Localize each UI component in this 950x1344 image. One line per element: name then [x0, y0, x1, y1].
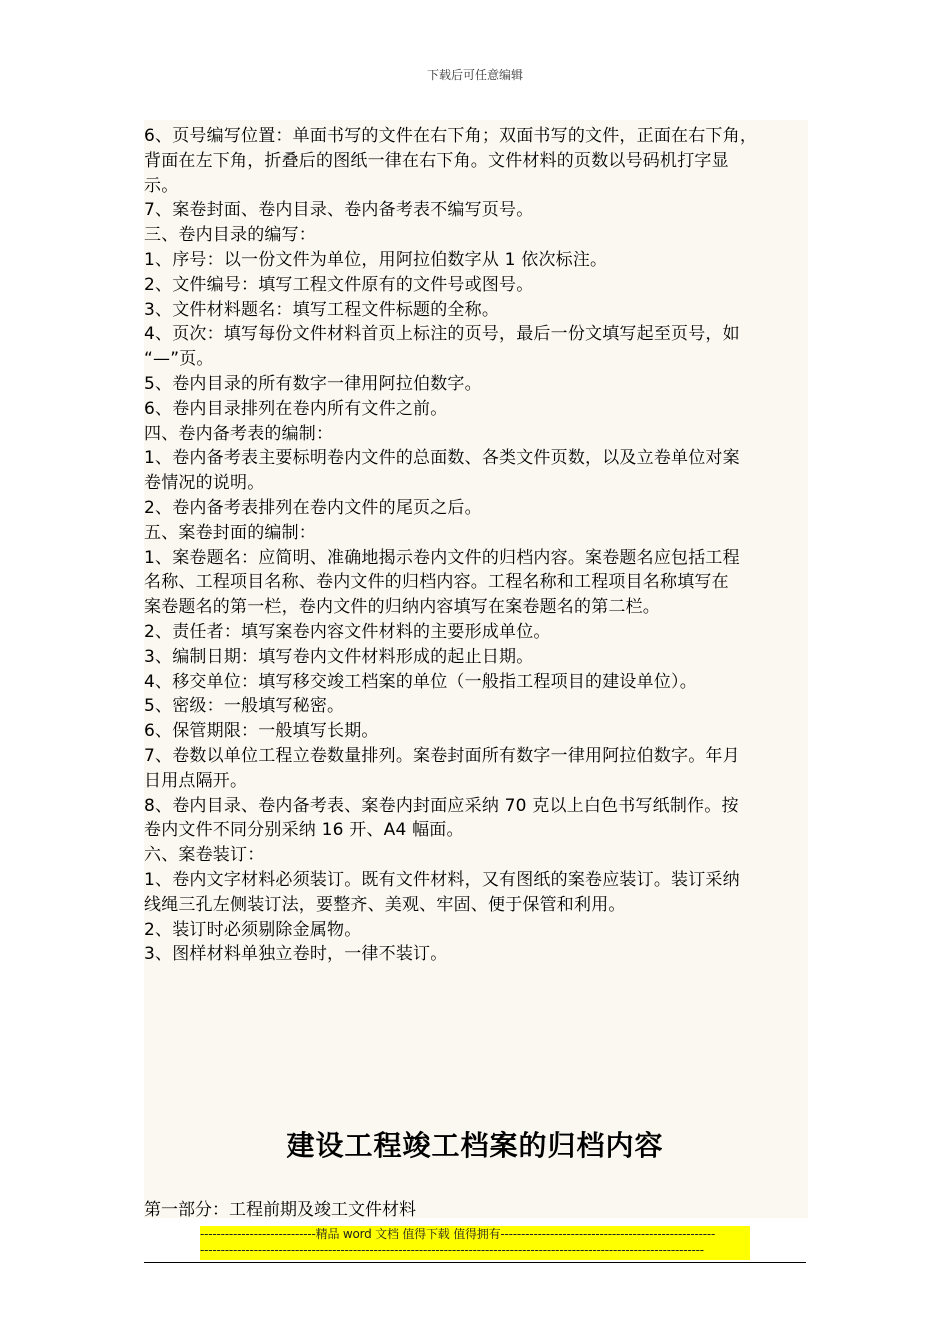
text-line: 五、案卷封面的编制：: [144, 522, 316, 543]
page-header: 下载后可任意编辑: [426, 68, 523, 82]
text-line: 4、页次：填写每份文件材料首页上标注的页号，最后一份文填写起至页号，如: [144, 324, 740, 345]
text-line: 7、卷数以单位工程立卷数量排列。案卷封面所有数字一律用阿拉伯数字。年月: [144, 745, 740, 766]
text-line: 3、图样材料单独立卷时，一律不装订。: [144, 944, 448, 965]
text-line: 2、文件编号：填写工程文件原有的文件号或图号。: [144, 274, 534, 295]
footer-banner: [200, 1226, 750, 1260]
text-line: 线绳三孔左侧装订法，要整齐、美观、牢固、便于保管和利用。: [144, 894, 626, 915]
text-line: 六、案卷装订：: [144, 845, 265, 866]
section-title: 建设工程竣工档案的归档内容: [286, 1129, 664, 1162]
text-line: 5、密级：一般填写秘密。: [144, 696, 345, 717]
text-line: 6、页号编写位置：单面书写的文件在右下角；双面书写的文件，正面在右下角，: [144, 126, 758, 146]
text-line: 1、案卷题名：应简明、准确地揭示卷内文件的归档内容。案卷题名应包括工程: [144, 547, 740, 568]
text-line: 1、卷内备考表主要标明卷内文件的总面数、各类文件页数，以及立卷单位对案: [144, 448, 740, 469]
text-line: 2、责任者：填写案卷内容文件材料的主要形成单位。: [144, 621, 551, 642]
text-line: 2、卷内备考表排列在卷内文件的尾页之后。: [144, 497, 482, 518]
text-line: 8、卷内目录、卷内备考表、案卷内封面应采纳 70 克以上白色书写纸制作。按: [144, 795, 739, 816]
text-line: 名称、工程项目名称、卷内文件的归档内容。工程名称和工程项目名称填写在: [144, 572, 729, 593]
footer-line-2: --------------------------------------------------------------------------------------------------------------------------: [200, 1243, 704, 1257]
text-line: 4、移交单位：填写移交竣工档案的单位（一般指工程项目的建设单位）。: [144, 671, 697, 692]
text-line: 6、保管期限：一般填写长期。: [144, 721, 379, 742]
text-line: 5、卷内目录的所有数字一律用阿拉伯数字。: [144, 373, 482, 394]
footer-rule: [144, 1262, 806, 1263]
body-text: [144, 124, 814, 967]
text-line: 2、装订时必须剔除金属物。: [144, 919, 362, 940]
text-line: 三、卷内目录的编写：: [144, 225, 316, 246]
text-line: 卷情况的说明。: [144, 473, 265, 494]
footer-line-1: ----------------------------精品 word 文档 值得下载 值得拥有----------------------------------------------------: [200, 1227, 716, 1241]
part-heading: 第一部分：工程前期及竣工文件材料: [144, 1200, 416, 1220]
text-line: 卷内文件不同分别采纳 16 开、A4 幅面。: [144, 820, 464, 841]
text-line: 6、卷内目录排列在卷内所有文件之前。: [144, 398, 448, 419]
text-line: 3、文件材料题名：填写工程文件标题的全称。: [144, 299, 500, 320]
text-line: “—”页。: [144, 349, 214, 370]
text-line: 四、卷内备考表的编制：: [144, 423, 334, 444]
text-line: 示。: [144, 175, 179, 196]
text-line: 案卷题名的第一栏，卷内文件的归纳内容填写在案卷题名的第二栏。: [144, 597, 660, 618]
text-line: 7、案卷封面、卷内目录、卷内备考表不编写页号。: [144, 200, 534, 221]
text-line: 3、编制日期：填写卷内文件材料形成的起止日期。: [144, 646, 534, 667]
text-line: 日用点隔开。: [144, 770, 248, 791]
text-line: 1、卷内文字材料必须装订。既有文件材料，又有图纸的案卷应装订。装订采纳: [144, 869, 740, 890]
text-line: 背面在左下角，折叠后的图纸一律在右下角。文件材料的页数以号码机打字显: [144, 150, 729, 171]
text-line: 1、序号：以一份文件为单位，用阿拉伯数字从 1 依次标注。: [144, 249, 608, 270]
